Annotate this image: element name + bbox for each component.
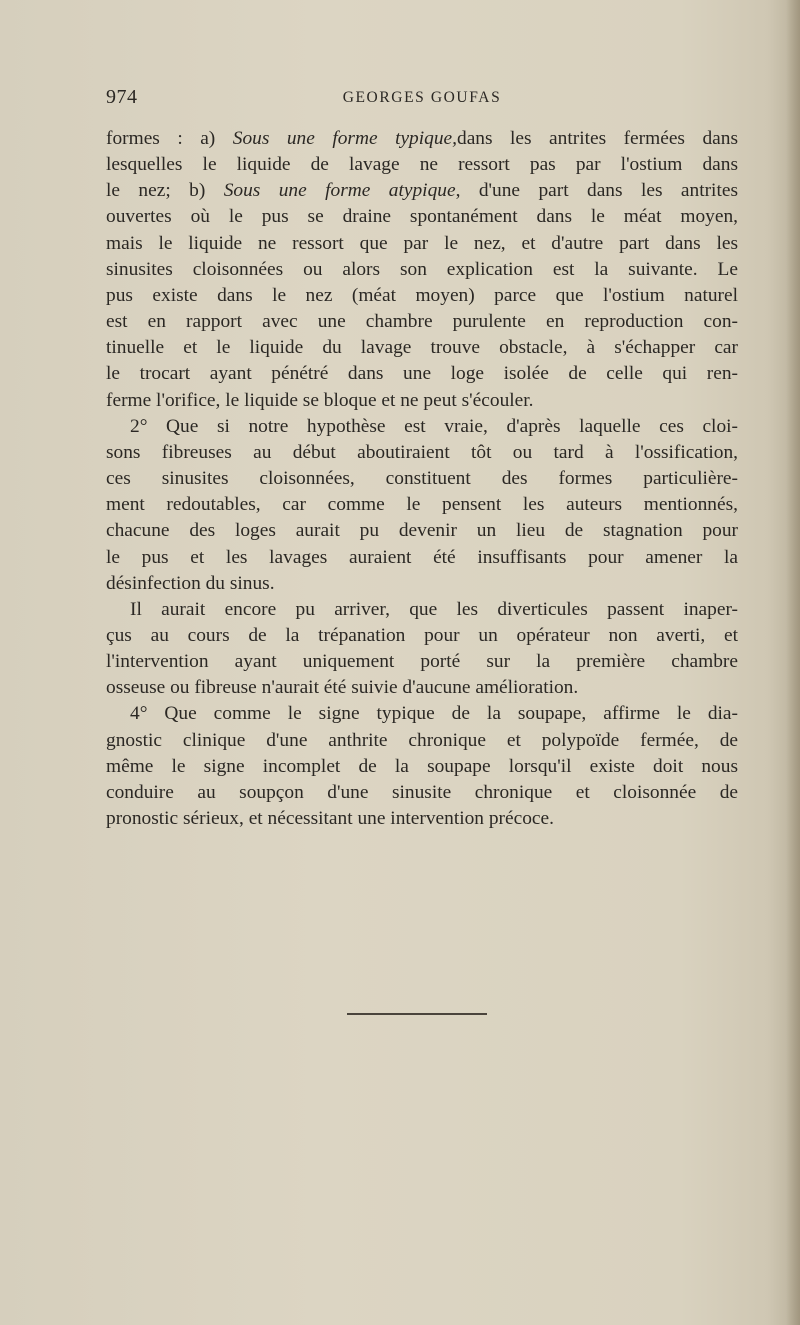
text-line bbox=[106, 518, 738, 544]
body-text bbox=[106, 126, 738, 832]
text-line bbox=[106, 492, 738, 518]
text-line bbox=[106, 649, 738, 675]
text-line bbox=[106, 754, 738, 780]
text-segment: pronostic sérieux, et nécessitant une intervention précoce. bbox=[106, 808, 554, 830]
text-segment: le trocart ayant pénétré dans une loge isolée de celle qui ren- bbox=[106, 363, 738, 385]
page-number: 974 bbox=[106, 86, 138, 108]
text-segment: est en rapport avec une chambre purulente en reproduction con- bbox=[106, 311, 738, 333]
text-line bbox=[106, 597, 738, 623]
text-line bbox=[106, 309, 738, 335]
text-line bbox=[106, 335, 738, 361]
text-line bbox=[106, 204, 738, 230]
text-segment: lesquelles le liquide de lavage ne ressort pas par l'ostium dans bbox=[106, 154, 738, 176]
end-rule bbox=[347, 1013, 487, 1015]
text-line bbox=[106, 571, 738, 597]
text-line bbox=[106, 806, 738, 832]
text-line bbox=[106, 675, 738, 701]
text-segment: , d'une part dans les antrites bbox=[455, 180, 738, 202]
text-line bbox=[106, 231, 738, 257]
text-line bbox=[106, 178, 738, 204]
text-segment: conduire au soupçon d'une sinusite chronique et cloisonnée de bbox=[106, 781, 738, 803]
text-segment: mais le liquide ne ressort que par le nez, et d'autre part dans les bbox=[106, 232, 738, 254]
text-segment: sinusites cloisonnées ou alors son explication est la suivante. Le bbox=[106, 258, 738, 280]
text-line bbox=[106, 361, 738, 387]
text-segment: 4° Que comme le signe typique de la soupape, affirme le dia- bbox=[130, 703, 738, 725]
text-line bbox=[106, 257, 738, 283]
text-segment: même le signe incomplet de la soupape lorsqu'il existe doit nous bbox=[106, 755, 738, 777]
text-line bbox=[106, 414, 738, 440]
text-segment: ouvertes où le pus se draine spontanément dans le méat moyen, bbox=[106, 206, 738, 228]
text-line bbox=[106, 152, 738, 178]
text-segment: dans les antrites fermées dans bbox=[457, 128, 738, 149]
text-line bbox=[106, 283, 738, 309]
italic-text: Sous une forme atypique bbox=[223, 180, 456, 202]
text-segment: tinuelle et le liquide du lavage trouve obstacle, à s'échapper car bbox=[106, 337, 738, 359]
text-segment: chacune des loges aurait pu devenir un lieu de stagnation pour bbox=[106, 520, 738, 542]
running-head: GEORGES GOUFAS bbox=[342, 89, 502, 106]
text-line bbox=[106, 701, 738, 727]
text-line bbox=[106, 545, 738, 571]
page-header bbox=[106, 86, 738, 116]
text-line bbox=[106, 440, 738, 466]
text-segment: gnostic clinique d'une anthrite chronique et polypoïde fermée, de bbox=[106, 729, 738, 751]
text-segment: 2° Que si notre hypothèse est vraie, d'après laquelle ces cloi- bbox=[130, 415, 738, 437]
text-segment: çus au cours de la trépanation pour un opérateur non averti, et bbox=[106, 624, 738, 646]
text-segment: Il aurait encore pu arriver, que les diverticules passent inaper- bbox=[130, 598, 738, 620]
text-line bbox=[106, 728, 738, 754]
text-line bbox=[106, 466, 738, 492]
text-segment: sons fibreuses au début aboutiraient tôt ou tard à l'ossification, bbox=[106, 441, 738, 463]
page-edge-shadow bbox=[786, 0, 800, 1325]
text-segment: ferme l'orifice, le liquide se bloque et ne peut s'écouler. bbox=[106, 389, 534, 411]
text-line bbox=[106, 780, 738, 806]
text-segment: l'intervention ayant uniquement porté sur la première chambre bbox=[106, 651, 738, 673]
text-segment: osseuse ou fibreuse n'aurait été suivie d'aucune amélioration. bbox=[106, 677, 579, 699]
text-segment: le nez; b) bbox=[106, 180, 224, 202]
text-segment: pus existe dans le nez (méat moyen) parce que l'ostium naturel bbox=[106, 284, 738, 306]
text-line bbox=[106, 388, 738, 414]
text-segment: le pus et les lavages auraient été insuffisants pour amener la bbox=[106, 546, 738, 568]
text-segment: désinfection du sinus. bbox=[106, 572, 275, 594]
text-segment: formes : a) bbox=[106, 128, 233, 149]
text-line bbox=[106, 126, 738, 152]
text-line bbox=[106, 623, 738, 649]
text-segment: ces sinusites cloisonnées, constituent des formes particulière- bbox=[106, 468, 738, 490]
italic-text: Sous une forme typique, bbox=[232, 128, 457, 149]
text-segment: ment redoutables, car comme le pensent les auteurs mentionnés, bbox=[106, 494, 738, 516]
